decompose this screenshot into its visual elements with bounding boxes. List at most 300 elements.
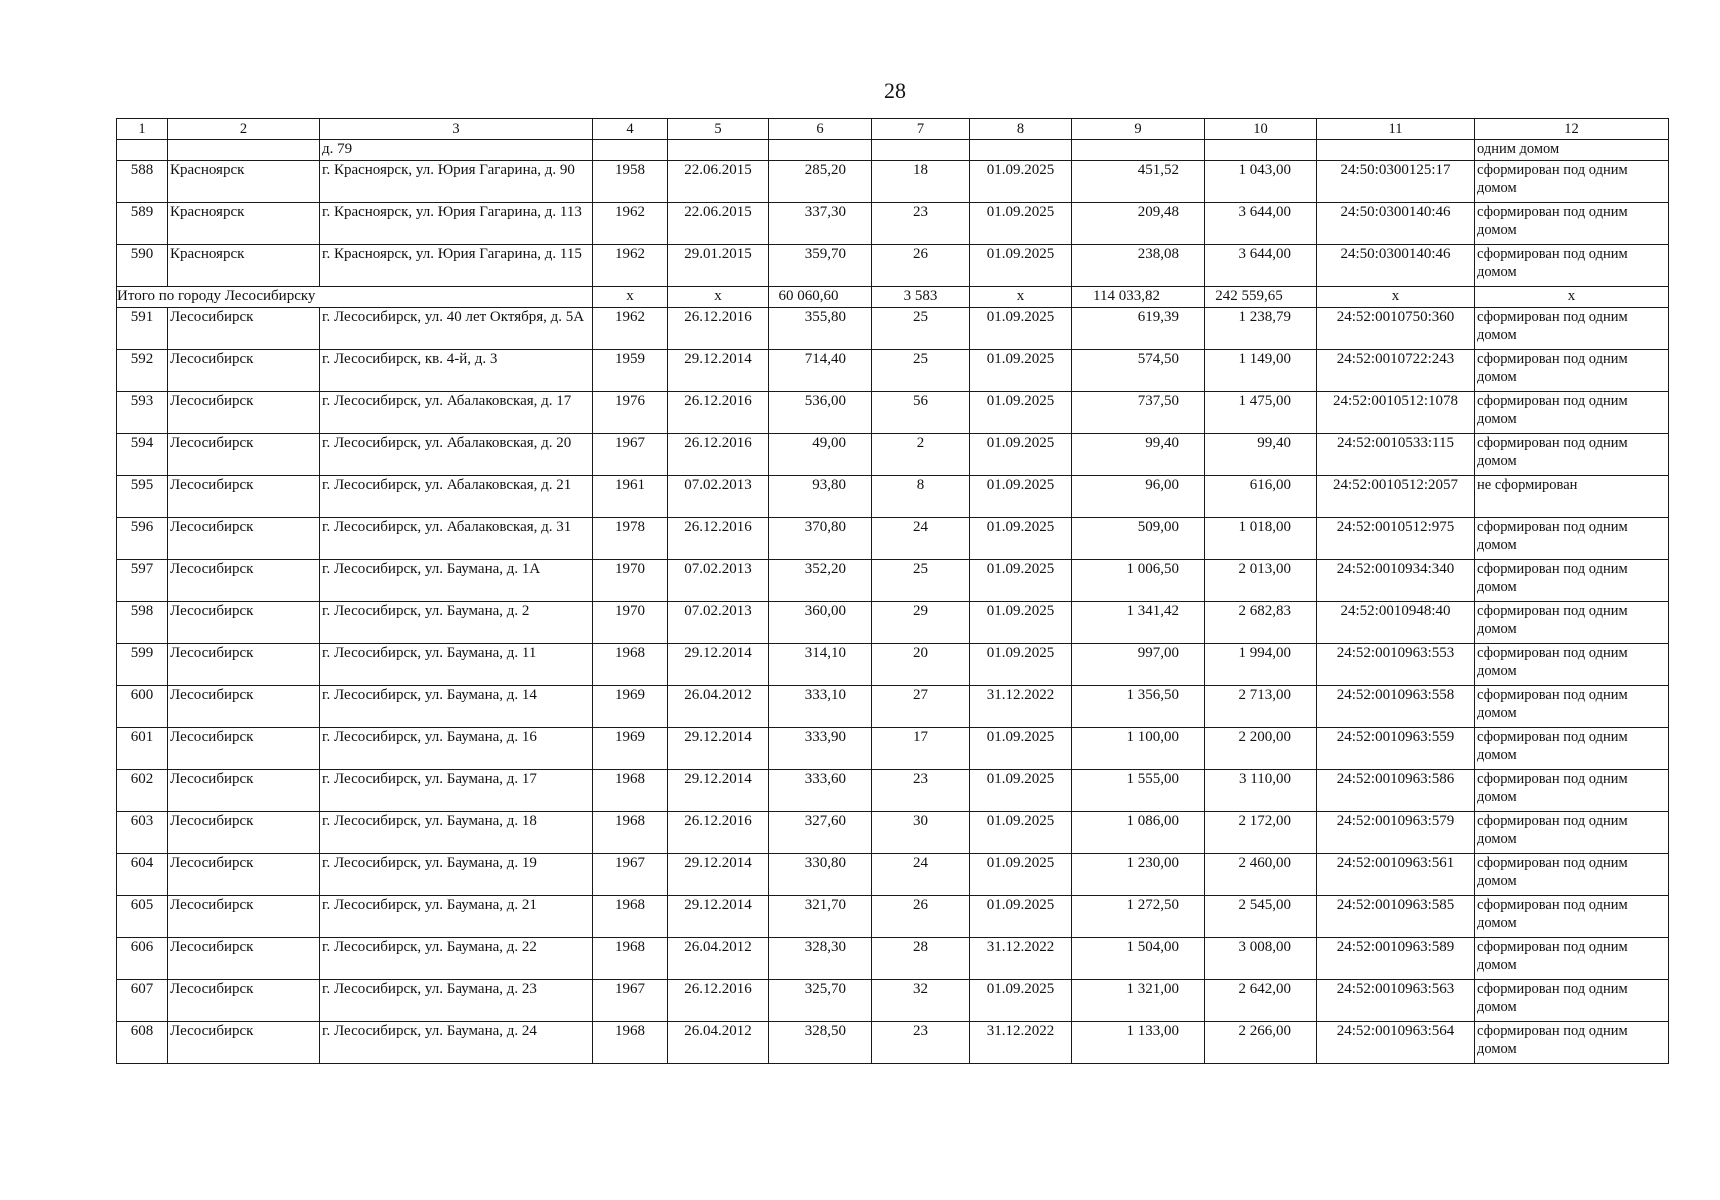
column-number-cell: 2 [168, 119, 320, 140]
cell-city: Красноярск [168, 161, 320, 203]
cell-area: 325,70 [769, 980, 872, 1022]
cell-v9: 96,00 [1072, 476, 1205, 518]
table-row [117, 245, 1669, 287]
total-v10: 242 559,65 [1205, 287, 1317, 308]
cell-address: г. Красноярск, ул. Юрия Гагарина, д. 113 [320, 203, 593, 245]
cell-address: г. Лесосибирск, ул. Баумана, д. 18 [320, 812, 593, 854]
cell-residents: 25 [872, 560, 970, 602]
cell-v9: 997,00 [1072, 644, 1205, 686]
cell-v9: 1 555,00 [1072, 770, 1205, 812]
cell-num: 607 [117, 980, 168, 1022]
cell-city: Лесосибирск [168, 770, 320, 812]
cell-residents: 32 [872, 980, 970, 1022]
cell-address: г. Лесосибирск, ул. Абалаковская, д. 31 [320, 518, 593, 560]
cell-cadastral: 24:50:0300140:46 [1317, 245, 1475, 287]
cell-city: Лесосибирск [168, 434, 320, 476]
cell-cadastral: 24:52:0010963:553 [1317, 644, 1475, 686]
cell-cadastral: 24:52:0010533:115 [1317, 434, 1475, 476]
cell-cadastral: 24:52:0010963:564 [1317, 1022, 1475, 1064]
cell-area: 321,70 [769, 896, 872, 938]
cell-year [593, 140, 668, 161]
cell-address: г. Лесосибирск, ул. Баумана, д. 11 [320, 644, 593, 686]
cell-year: 1968 [593, 1022, 668, 1064]
column-number-cell: 5 [668, 119, 769, 140]
cell-status: сформирован под одним домом [1475, 161, 1669, 203]
cell-deadline: 31.12.2022 [970, 938, 1072, 980]
cell-year: 1967 [593, 980, 668, 1022]
cell-residents: 56 [872, 392, 970, 434]
cell-status: сформирован под одним домом [1475, 980, 1669, 1022]
cell-year: 1958 [593, 161, 668, 203]
cell-num: 590 [117, 245, 168, 287]
table-row [117, 308, 1669, 350]
table-row [117, 686, 1669, 728]
cell-cadastral: 24:50:0300125:17 [1317, 161, 1475, 203]
cell-deadline: 01.09.2025 [970, 896, 1072, 938]
cell-v10: 3 008,00 [1205, 938, 1317, 980]
cell-city: Лесосибирск [168, 938, 320, 980]
column-number-cell: 3 [320, 119, 593, 140]
page-number: 28 [884, 78, 906, 103]
total-row [117, 287, 1669, 308]
cell-v10: 99,40 [1205, 434, 1317, 476]
cell-residents: 24 [872, 518, 970, 560]
cell-num: 601 [117, 728, 168, 770]
cell-address: г. Лесосибирск, ул. 40 лет Октября, д. 5А [320, 308, 593, 350]
table-row [117, 1022, 1669, 1064]
cell-date: 29.12.2014 [668, 770, 769, 812]
cell-num: 595 [117, 476, 168, 518]
cell-v9: 574,50 [1072, 350, 1205, 392]
cell-v10: 3 644,00 [1205, 245, 1317, 287]
cell-city: Лесосибирск [168, 308, 320, 350]
cell-v10: 2 200,00 [1205, 728, 1317, 770]
cell-address: г. Лесосибирск, ул. Абалаковская, д. 20 [320, 434, 593, 476]
cell-date: 26.12.2016 [668, 434, 769, 476]
cell-v10: 1 475,00 [1205, 392, 1317, 434]
cell-v9: 238,08 [1072, 245, 1205, 287]
column-number-cell: 1 [117, 119, 168, 140]
cell-num: 604 [117, 854, 168, 896]
cell-city [168, 140, 320, 161]
table-row [117, 938, 1669, 980]
total-label: Итого по городу Лесосибирску [117, 287, 593, 308]
cell-address: г. Лесосибирск, ул. Абалаковская, д. 21 [320, 476, 593, 518]
cell-address: г. Лесосибирск, ул. Баумана, д. 14 [320, 686, 593, 728]
cell-date: 07.02.2013 [668, 476, 769, 518]
cell-city: Лесосибирск [168, 476, 320, 518]
cell-deadline: 01.09.2025 [970, 392, 1072, 434]
cell-deadline: 01.09.2025 [970, 728, 1072, 770]
cell-cadastral: 24:52:0010512:2057 [1317, 476, 1475, 518]
cell-year: 1962 [593, 203, 668, 245]
cell-area: 49,00 [769, 434, 872, 476]
column-number-cell: 11 [1317, 119, 1475, 140]
cell-area: 333,90 [769, 728, 872, 770]
cell-v10: 1 149,00 [1205, 350, 1317, 392]
cell-status: сформирован под одним домом [1475, 728, 1669, 770]
cell-year: 1968 [593, 896, 668, 938]
column-number-cell: 6 [769, 119, 872, 140]
cell-city: Лесосибирск [168, 602, 320, 644]
cell-v10 [1205, 140, 1317, 161]
table-row [117, 161, 1669, 203]
table-row [117, 392, 1669, 434]
table-row [117, 203, 1669, 245]
cell-num: 598 [117, 602, 168, 644]
cell-v10: 3 110,00 [1205, 770, 1317, 812]
cell-deadline: 01.09.2025 [970, 308, 1072, 350]
cell-date: 26.12.2016 [668, 308, 769, 350]
table-row [117, 812, 1669, 854]
cell-cadastral: 24:52:0010948:40 [1317, 602, 1475, 644]
cell-cadastral: 24:52:0010963:586 [1317, 770, 1475, 812]
column-number-cell: 10 [1205, 119, 1317, 140]
cell-residents: 23 [872, 770, 970, 812]
cell-deadline: 01.09.2025 [970, 518, 1072, 560]
cell-v10: 1 238,79 [1205, 308, 1317, 350]
total-c5: х [668, 287, 769, 308]
cell-residents: 23 [872, 1022, 970, 1064]
cell-residents: 20 [872, 644, 970, 686]
cell-num: 603 [117, 812, 168, 854]
cell-date: 07.02.2013 [668, 602, 769, 644]
cell-status: сформирован под одним домом [1475, 770, 1669, 812]
cell-v10: 2 682,83 [1205, 602, 1317, 644]
cell-v10: 2 713,00 [1205, 686, 1317, 728]
cell-area: 360,00 [769, 602, 872, 644]
cell-residents: 2 [872, 434, 970, 476]
cell-year: 1970 [593, 602, 668, 644]
table-row [117, 560, 1669, 602]
cell-v10: 2 172,00 [1205, 812, 1317, 854]
cell-status: сформирован под одним домом [1475, 938, 1669, 980]
cell-address: г. Лесосибирск, ул. Баумана, д. 24 [320, 1022, 593, 1064]
cell-num: 605 [117, 896, 168, 938]
cell-cadastral: 24:52:0010963:558 [1317, 686, 1475, 728]
table-row [117, 476, 1669, 518]
cell-year: 1962 [593, 245, 668, 287]
continuation-row [117, 140, 1669, 161]
cell-area: 314,10 [769, 644, 872, 686]
cell-residents: 26 [872, 896, 970, 938]
cell-area: 285,20 [769, 161, 872, 203]
cell-v9: 619,39 [1072, 308, 1205, 350]
total-c8: х [970, 287, 1072, 308]
cell-year: 1967 [593, 434, 668, 476]
cell-v10: 2 545,00 [1205, 896, 1317, 938]
cell-residents: 24 [872, 854, 970, 896]
cell-date: 26.12.2016 [668, 980, 769, 1022]
column-number-cell: 9 [1072, 119, 1205, 140]
cell-address: г. Лесосибирск, ул. Баумана, д. 19 [320, 854, 593, 896]
cell-year: 1959 [593, 350, 668, 392]
cell-address: г. Лесосибирск, ул. Баумана, д. 1А [320, 560, 593, 602]
cell-year: 1969 [593, 686, 668, 728]
column-number-cell: 8 [970, 119, 1072, 140]
cell-year: 1967 [593, 854, 668, 896]
cell-address: г. Лесосибирск, ул. Баумана, д. 16 [320, 728, 593, 770]
cell-v10: 2 642,00 [1205, 980, 1317, 1022]
cell-deadline: 01.09.2025 [970, 203, 1072, 245]
cell-v9: 1 356,50 [1072, 686, 1205, 728]
cell-residents: 27 [872, 686, 970, 728]
cell-v10: 2 013,00 [1205, 560, 1317, 602]
cell-year: 1962 [593, 308, 668, 350]
cell-v10: 2 266,00 [1205, 1022, 1317, 1064]
cell-year: 1978 [593, 518, 668, 560]
cell-status: сформирован под одним домом [1475, 203, 1669, 245]
cell-address: г. Лесосибирск, кв. 4-й, д. 3 [320, 350, 593, 392]
cell-city: Лесосибирск [168, 812, 320, 854]
column-number-cell: 7 [872, 119, 970, 140]
table-row [117, 896, 1669, 938]
table-row [117, 434, 1669, 476]
cell-year: 1968 [593, 644, 668, 686]
cell-v9: 1 272,50 [1072, 896, 1205, 938]
cell-date: 26.12.2016 [668, 518, 769, 560]
cell-address: г. Лесосибирск, ул. Баумана, д. 22 [320, 938, 593, 980]
cell-v9: 509,00 [1072, 518, 1205, 560]
cell-residents: 23 [872, 203, 970, 245]
cell-residents: 17 [872, 728, 970, 770]
cell-address: г. Лесосибирск, ул. Абалаковская, д. 17 [320, 392, 593, 434]
cell-date: 26.12.2016 [668, 392, 769, 434]
cell-cadastral: 24:52:0010963:585 [1317, 896, 1475, 938]
table-row [117, 644, 1669, 686]
cell-deadline: 01.09.2025 [970, 812, 1072, 854]
cell-area: 327,60 [769, 812, 872, 854]
cell-cadastral: 24:52:0010963:589 [1317, 938, 1475, 980]
table-row [117, 350, 1669, 392]
cell-area: 333,10 [769, 686, 872, 728]
cell-status: не сформирован [1475, 476, 1669, 518]
cell-date: 29.12.2014 [668, 644, 769, 686]
cell-area: 370,80 [769, 518, 872, 560]
cell-residents: 26 [872, 245, 970, 287]
cell-address: г. Лесосибирск, ул. Баумана, д. 21 [320, 896, 593, 938]
cell-num: 588 [117, 161, 168, 203]
cell-date [668, 140, 769, 161]
cell-v9: 209,48 [1072, 203, 1205, 245]
cell-v9 [1072, 140, 1205, 161]
cell-deadline: 01.09.2025 [970, 350, 1072, 392]
cell-v9: 1 504,00 [1072, 938, 1205, 980]
cell-area: 352,20 [769, 560, 872, 602]
cell-residents: 30 [872, 812, 970, 854]
cell-city: Лесосибирск [168, 350, 320, 392]
cell-year: 1968 [593, 812, 668, 854]
cell-cadastral: 24:50:0300140:46 [1317, 203, 1475, 245]
cell-date: 29.12.2014 [668, 854, 769, 896]
cell-city: Лесосибирск [168, 728, 320, 770]
cell-date: 29.01.2015 [668, 245, 769, 287]
cell-address: г. Лесосибирск, ул. Баумана, д. 2 [320, 602, 593, 644]
cell-deadline: 01.09.2025 [970, 854, 1072, 896]
cell-v9: 1 321,00 [1072, 980, 1205, 1022]
cell-v9: 1 133,00 [1072, 1022, 1205, 1064]
cell-num: 592 [117, 350, 168, 392]
cell-area: 333,60 [769, 770, 872, 812]
cell-status: сформирован под одним домом [1475, 560, 1669, 602]
cell-v9: 1 006,50 [1072, 560, 1205, 602]
cell-area: 93,80 [769, 476, 872, 518]
cell-city: Лесосибирск [168, 686, 320, 728]
cell-status: сформирован под одним домом [1475, 854, 1669, 896]
cell-date: 29.12.2014 [668, 728, 769, 770]
cell-deadline: 01.09.2025 [970, 560, 1072, 602]
cell-num: 606 [117, 938, 168, 980]
cell-v9: 1 341,42 [1072, 602, 1205, 644]
cell-v10: 1 994,00 [1205, 644, 1317, 686]
cell-area [769, 140, 872, 161]
total-c11: х [1317, 287, 1475, 308]
cell-address: г. Лесосибирск, ул. Баумана, д. 23 [320, 980, 593, 1022]
cell-deadline: 01.09.2025 [970, 644, 1072, 686]
cell-status: сформирован под одним домом [1475, 518, 1669, 560]
cell-status: сформирован под одним домом [1475, 686, 1669, 728]
cell-date: 26.04.2012 [668, 938, 769, 980]
cell-cadastral: 24:52:0010750:360 [1317, 308, 1475, 350]
cell-deadline: 01.09.2025 [970, 770, 1072, 812]
cell-v10: 1 043,00 [1205, 161, 1317, 203]
cell-status: сформирован под одним домом [1475, 896, 1669, 938]
cell-deadline: 01.09.2025 [970, 476, 1072, 518]
cell-date: 22.06.2015 [668, 203, 769, 245]
cell-cadastral: 24:52:0010963:561 [1317, 854, 1475, 896]
cell-area: 330,80 [769, 854, 872, 896]
cell-date: 29.12.2014 [668, 896, 769, 938]
cell-city: Красноярск [168, 203, 320, 245]
cell-cadastral: 24:52:0010963:563 [1317, 980, 1475, 1022]
cell-area: 355,80 [769, 308, 872, 350]
cell-num: 602 [117, 770, 168, 812]
table-row [117, 854, 1669, 896]
cell-status: сформирован под одним домом [1475, 1022, 1669, 1064]
column-number-cell: 12 [1475, 119, 1669, 140]
cell-address: д. 79 [320, 140, 593, 161]
cell-residents [872, 140, 970, 161]
cell-city: Лесосибирск [168, 1022, 320, 1064]
cell-city: Красноярск [168, 245, 320, 287]
cell-city: Лесосибирск [168, 854, 320, 896]
cell-status: одним домом [1475, 140, 1669, 161]
cell-cadastral: 24:52:0010963:559 [1317, 728, 1475, 770]
cell-residents: 25 [872, 308, 970, 350]
cell-residents: 8 [872, 476, 970, 518]
cell-residents: 28 [872, 938, 970, 980]
cell-residents: 18 [872, 161, 970, 203]
cell-v9: 737,50 [1072, 392, 1205, 434]
column-number-cell: 4 [593, 119, 668, 140]
cell-cadastral: 24:52:0010963:579 [1317, 812, 1475, 854]
cell-deadline [970, 140, 1072, 161]
table-row [117, 728, 1669, 770]
cell-year: 1961 [593, 476, 668, 518]
cell-v9: 99,40 [1072, 434, 1205, 476]
cell-num: 600 [117, 686, 168, 728]
cell-v9: 1 086,00 [1072, 812, 1205, 854]
total-c12: х [1475, 287, 1669, 308]
cell-area: 328,50 [769, 1022, 872, 1064]
cell-num: 591 [117, 308, 168, 350]
cell-status: сформирован под одним домом [1475, 392, 1669, 434]
housing-register-table [116, 118, 1669, 1064]
total-residents: 3 583 [872, 287, 970, 308]
cell-num: 599 [117, 644, 168, 686]
table-row [117, 518, 1669, 560]
cell-v10: 2 460,00 [1205, 854, 1317, 896]
cell-year: 1968 [593, 938, 668, 980]
cell-area: 536,00 [769, 392, 872, 434]
cell-year: 1968 [593, 770, 668, 812]
cell-city: Лесосибирск [168, 518, 320, 560]
cell-cadastral: 24:52:0010512:1078 [1317, 392, 1475, 434]
cell-status: сформирован под одним домом [1475, 308, 1669, 350]
cell-date: 22.06.2015 [668, 161, 769, 203]
cell-city: Лесосибирск [168, 392, 320, 434]
cell-city: Лесосибирск [168, 644, 320, 686]
cell-status: сформирован под одним домом [1475, 350, 1669, 392]
cell-deadline: 31.12.2022 [970, 1022, 1072, 1064]
cell-date: 26.04.2012 [668, 686, 769, 728]
cell-num: 594 [117, 434, 168, 476]
cell-deadline: 01.09.2025 [970, 602, 1072, 644]
cell-v9: 451,52 [1072, 161, 1205, 203]
cell-date: 26.04.2012 [668, 1022, 769, 1064]
cell-address: г. Красноярск, ул. Юрия Гагарина, д. 90 [320, 161, 593, 203]
cell-address: г. Красноярск, ул. Юрия Гагарина, д. 115 [320, 245, 593, 287]
cell-residents: 25 [872, 350, 970, 392]
cell-deadline: 01.09.2025 [970, 245, 1072, 287]
total-v9: 114 033,82 [1072, 287, 1205, 308]
cell-status: сформирован под одним домом [1475, 644, 1669, 686]
cell-residents: 29 [872, 602, 970, 644]
cell-num: 597 [117, 560, 168, 602]
cell-status: сформирован под одним домом [1475, 602, 1669, 644]
cell-cadastral: 24:52:0010722:243 [1317, 350, 1475, 392]
cell-city: Лесосибирск [168, 980, 320, 1022]
table-row [117, 770, 1669, 812]
cell-deadline: 01.09.2025 [970, 980, 1072, 1022]
cell-num: 608 [117, 1022, 168, 1064]
cell-num: 593 [117, 392, 168, 434]
total-area: 60 060,60 [769, 287, 872, 308]
cell-date: 26.12.2016 [668, 812, 769, 854]
column-number-row [117, 119, 1669, 140]
cell-area: 359,70 [769, 245, 872, 287]
cell-area: 714,40 [769, 350, 872, 392]
cell-v10: 3 644,00 [1205, 203, 1317, 245]
cell-deadline: 01.09.2025 [970, 161, 1072, 203]
cell-status: сформирован под одним домом [1475, 245, 1669, 287]
cell-deadline: 31.12.2022 [970, 686, 1072, 728]
cell-num: 589 [117, 203, 168, 245]
cell-num [117, 140, 168, 161]
cell-cadastral: 24:52:0010512:975 [1317, 518, 1475, 560]
table-row [117, 980, 1669, 1022]
cell-area: 337,30 [769, 203, 872, 245]
total-c4: х [593, 287, 668, 308]
cell-city: Лесосибирск [168, 896, 320, 938]
cell-v9: 1 230,00 [1072, 854, 1205, 896]
cell-year: 1970 [593, 560, 668, 602]
cell-city: Лесосибирск [168, 560, 320, 602]
cell-year: 1969 [593, 728, 668, 770]
cell-cadastral [1317, 140, 1475, 161]
cell-area: 328,30 [769, 938, 872, 980]
cell-num: 596 [117, 518, 168, 560]
